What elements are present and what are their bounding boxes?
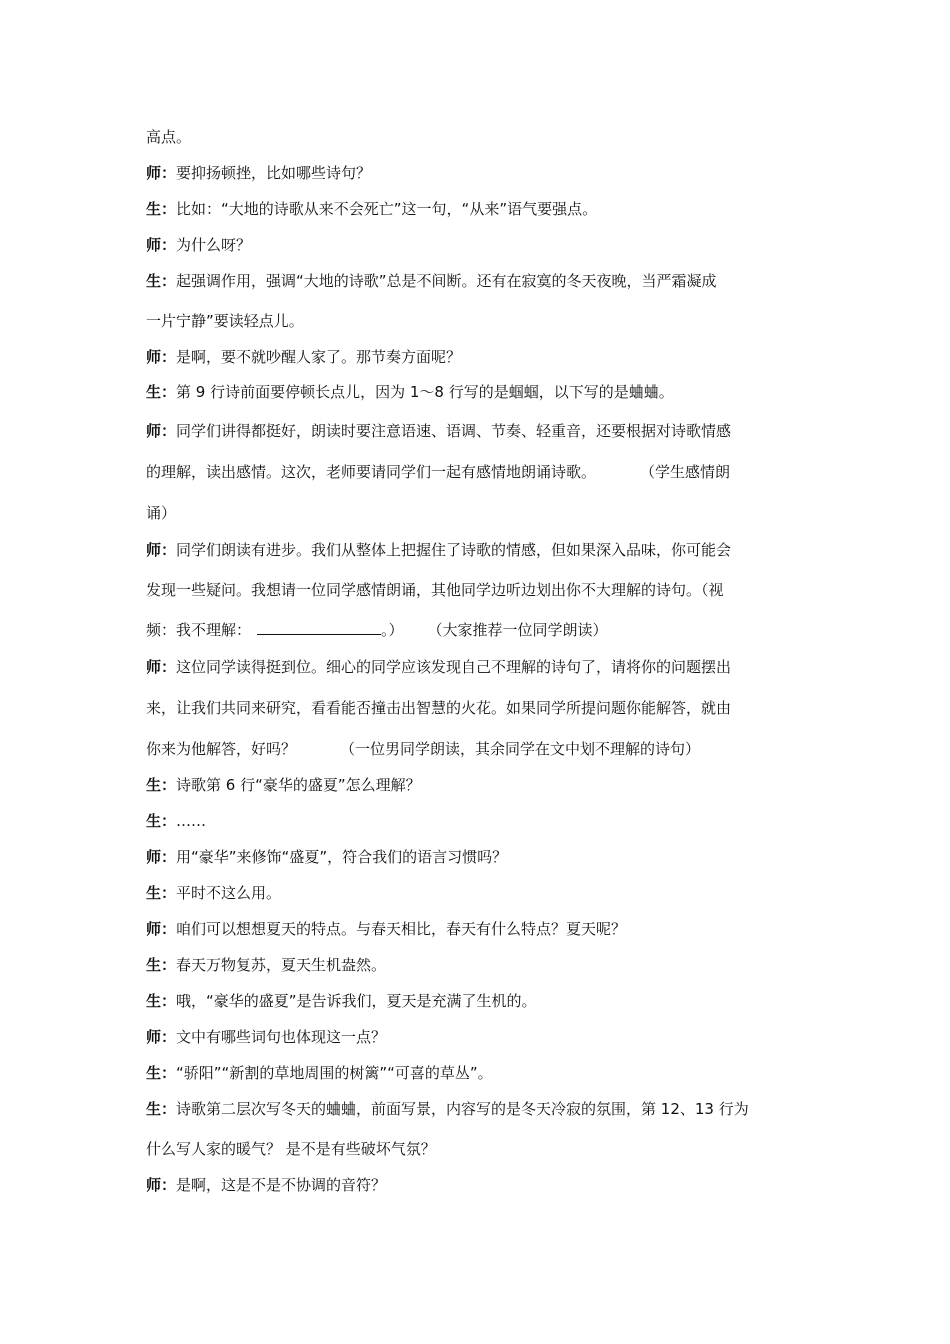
line-text: 第 9 行诗前面要停顿长点儿，因为 1～8 行写的是蝈蝈，以下写的是蛐蛐。 xyxy=(176,383,674,401)
speaker-label: 生： xyxy=(146,884,177,902)
dialogue-line xyxy=(146,697,810,719)
speaker-label: 生： xyxy=(146,272,177,290)
speaker-label: 师： xyxy=(146,541,177,559)
stage-note: （学生感情朗 xyxy=(640,463,731,481)
speaker-label: 师： xyxy=(146,348,177,366)
line-text: 同学们讲得都挺好，朗读时要注意语速、语调、节奏、轻重音，还要根据对诗歌情感 xyxy=(176,422,732,440)
dialogue-line xyxy=(146,1062,810,1084)
dialogue-line xyxy=(146,882,810,904)
line-text: 平时不这么用。 xyxy=(176,884,282,902)
line-text: 咱们可以想想夏天的特点。与春天相比，春天有什么特点？夏天呢？ xyxy=(176,920,627,938)
dialogue-line xyxy=(146,918,810,940)
line-text: 春天万物复苏，夏天生机盎然。 xyxy=(176,956,387,974)
line-text: 同学们朗读有进步。我们从整体上把握住了诗歌的情感，但如果深入品味，你可能会 xyxy=(176,541,732,559)
line-text: 诗歌第二层次写冬天的蛐蛐，前面写景，内容写的是冬天冷寂的氛围，第 12、13 行为 xyxy=(176,1100,749,1118)
speaker-label: 生： xyxy=(146,956,177,974)
dialogue-line xyxy=(146,810,810,832)
line-text: 是啊，这是不是不协调的音符？ xyxy=(176,1176,387,1194)
dialogue-line xyxy=(146,1098,810,1120)
line-text: 起强调作用，强调“大地的诗歌”总是不间断。还有在寂寞的冬天夜晚，当严霜凝成 xyxy=(176,272,717,290)
dialogue-line xyxy=(146,619,810,641)
speaker-label: 生： xyxy=(146,200,177,218)
speaker-label: 生： xyxy=(146,1100,177,1118)
line-text: 频：我不理解： xyxy=(146,621,252,639)
dialogue-line xyxy=(146,846,810,868)
speaker-label: 生： xyxy=(146,992,177,1010)
speaker-label: 生： xyxy=(146,1064,177,1082)
line-text: …… xyxy=(176,812,207,830)
dialogue-line xyxy=(146,162,810,184)
dialogue-line xyxy=(146,954,810,976)
line-text: 。） xyxy=(381,621,404,639)
dialogue-line xyxy=(146,198,810,220)
dialogue-line xyxy=(146,381,810,403)
line-text: 什么写人家的暖气？ 是不是有些破坏气氛？ xyxy=(146,1140,436,1158)
speaker-label: 师： xyxy=(146,236,177,254)
dialogue-line xyxy=(146,738,810,760)
speaker-label: 师： xyxy=(146,848,177,866)
dialogue-line xyxy=(146,461,810,483)
stage-note: （大家推荐一位同学朗读） xyxy=(427,621,608,639)
speaker-label: 师： xyxy=(146,1028,177,1046)
line-text: 比如：“大地的诗歌从来不会死亡”这一句，“从来”语气要强点。 xyxy=(176,200,598,218)
dialogue-line xyxy=(146,420,810,442)
line-text: 诗歌第 6 行“豪华的盛夏”怎么理解？ xyxy=(176,776,421,794)
line-text: 用“豪华”来修饰“盛夏”，符合我们的语言习惯吗？ xyxy=(176,848,508,866)
speaker-label: 师： xyxy=(146,658,177,676)
dialogue-line xyxy=(146,579,810,601)
line-text: 文中有哪些词句也体现这一点？ xyxy=(176,1028,387,1046)
speaker-label: 生： xyxy=(146,383,177,401)
dialogue-line xyxy=(146,234,810,256)
fill-in-blank xyxy=(257,620,381,635)
speaker-label: 生： xyxy=(146,812,177,830)
line-text: 高点。 xyxy=(146,128,192,146)
dialogue-line xyxy=(146,346,810,368)
speaker-label: 师： xyxy=(146,1176,177,1194)
speaker-label: 生： xyxy=(146,776,177,794)
dialogue-line xyxy=(146,502,810,524)
speaker-label: 师： xyxy=(146,920,177,938)
stage-note: （一位男同学朗读，其余同学在文中划不理解的诗句） xyxy=(340,740,701,758)
line-text: 是啊，要不就吵醒人家了。那节奏方面呢？ xyxy=(176,348,462,366)
dialogue-line xyxy=(146,1026,810,1048)
speaker-label: 师： xyxy=(146,422,177,440)
speaker-label: 师： xyxy=(146,164,177,182)
line-text: 你来为他解答，好吗？ xyxy=(146,740,297,758)
line-text: 诵） xyxy=(146,504,177,522)
line-text: 这位同学读得挺到位。细心的同学应该发现自己不理解的诗句了，请将你的问题摆出 xyxy=(176,658,732,676)
line-text: 发现一些疑问。我想请一位同学感情朗诵，其他同学边听边划出你不大理解的诗句。（视 xyxy=(146,581,724,599)
dialogue-line xyxy=(146,310,810,332)
line-text: 的理解，读出感情。这次，老师要请同学们一起有感情地朗诵诗歌。 xyxy=(146,463,597,481)
line-text: 哦，“豪华的盛夏”是告诉我们，夏天是充满了生机的。 xyxy=(176,992,537,1010)
dialogue-line xyxy=(146,1138,810,1160)
dialogue-line xyxy=(146,270,810,292)
line-text: 一片宁静”要读轻点儿。 xyxy=(146,312,304,330)
dialogue-line xyxy=(146,1174,810,1196)
line-text: 来，让我们共同来研究，看看能否撞击出智慧的火花。如果同学所提问题你能解答，就由 xyxy=(146,699,732,717)
dialogue-line xyxy=(146,656,810,678)
dialogue-line xyxy=(146,990,810,1012)
line-text: 要抑扬顿挫，比如哪些诗句？ xyxy=(176,164,372,182)
dialogue-line xyxy=(146,774,810,796)
line-text: 为什么呀？ xyxy=(176,236,252,254)
dialogue-line xyxy=(146,126,810,148)
line-text: “骄阳”“新割的草地周围的树篱”“可喜的草丛”。 xyxy=(176,1064,493,1082)
dialogue-line xyxy=(146,539,810,561)
